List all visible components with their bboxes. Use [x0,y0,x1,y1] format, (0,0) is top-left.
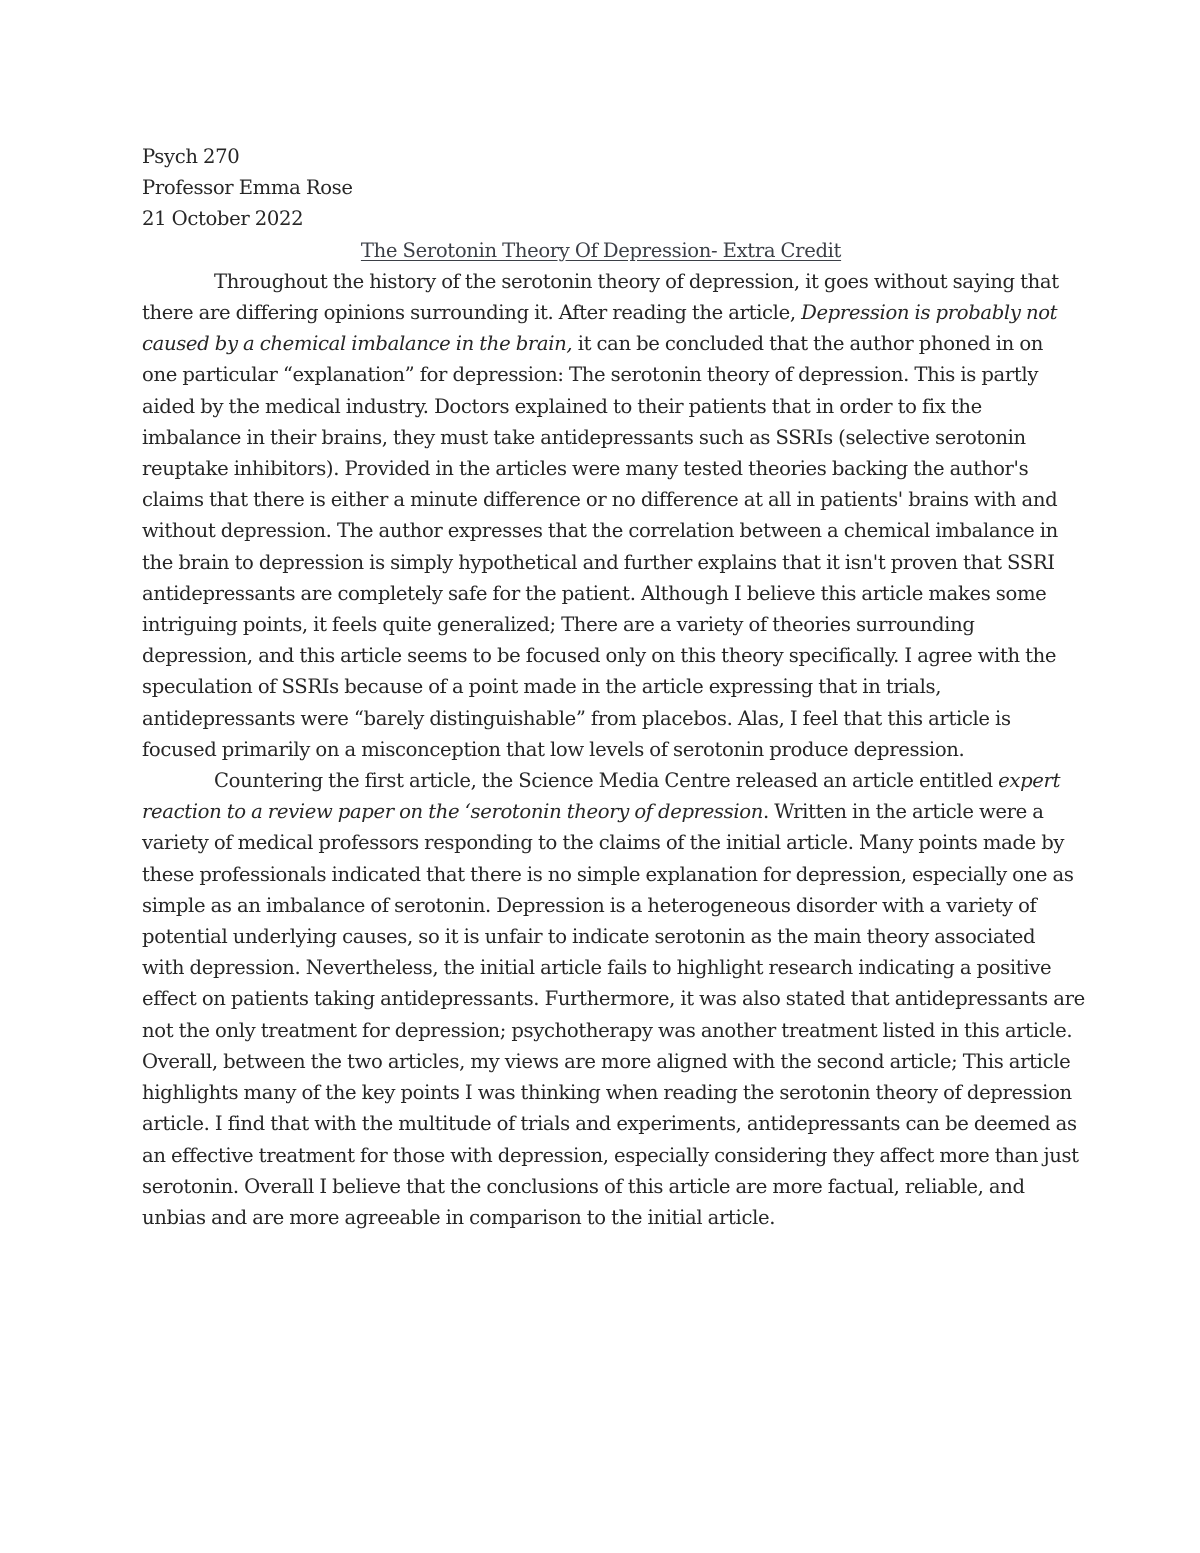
text-segment: intriguing points, it feels quite generalized; There are a variety of theories surrounding [142,613,975,637]
text-segment: antidepressants are completely safe for the patient. Although I believe this article makes some [142,581,1047,605]
body-line [142,859,1074,890]
body-line [142,1171,1060,1202]
body-line [142,671,1060,702]
italic-text-segment: reaction to a review paper on the ‘serotonin theory of depression [142,800,763,824]
body-line [142,983,1085,1014]
body-line [142,1140,1079,1171]
body-line [142,827,1065,858]
body-line [142,484,1060,515]
body-line [142,890,1060,921]
body-line [142,1202,1060,1233]
body-line [142,640,1060,671]
body-line [142,703,1060,734]
body-line [142,515,1060,546]
text-segment: speculation of SSRIs because of a point made in the article expressing that in trials, [142,675,942,699]
document-title: The Serotonin Theory Of Depression- Extra Credit [360,238,842,262]
text-segment: reuptake inhibitors). Provided in the articles were many tested theories backing the author's [142,457,1029,481]
text-segment: focused primarily on a misconception that low levels of serotonin produce depression. [142,737,965,761]
body-line [142,609,1060,640]
course-line: Psych 270 [142,145,240,168]
body-line [142,734,1060,765]
document-content [142,141,1085,1233]
body-line [142,921,1060,952]
body-line [142,266,1060,297]
text-segment: effect on patients taking antidepressants. Furthermore, it was also stated that antidepressants are [142,987,1085,1011]
date-line: 21 October 2022 [142,207,304,231]
italic-text-segment: expert [998,769,1061,793]
text-segment: the brain to depression is simply hypothetical and further explains that it isn't proven that SSRI [142,550,1055,574]
text-segment: these professionals indicated that there is no simple explanation for depression, especially one as [142,862,1074,886]
text-segment: article. I find that with the multitude of trials and experiments, antidepressants can be deemed as [142,1112,1077,1136]
text-segment: claims that there is either a minute difference or no difference at all in patients' brains with and [142,488,1058,512]
body-line [142,453,1060,484]
text-segment: there are differing opinions surrounding it. After reading the article, [142,301,802,325]
body-line [142,1077,1072,1108]
text-segment: imbalance in their brains, they must take antidepressants such as SSRIs (selective serotonin [142,425,1026,449]
body-line [142,578,1060,609]
body-line [142,391,1060,422]
text-segment: potential underlying causes, so it is unfair to indicate serotonin as the main theory associated [142,925,1036,949]
italic-text-segment: caused by a chemical imbalance in the brain, [142,332,573,356]
text-segment: simple as an imbalance of serotonin. Depression is a heterogeneous disorder with a variety of [142,893,1037,917]
professor-line: Professor Emma Rose [142,176,353,200]
text-segment: highlights many of the key points I was thinking when reading the serotonin theory of depression [142,1081,1072,1105]
text-segment: . Written in the article were a [762,800,1044,824]
document-body [142,266,1085,1233]
body-line [142,796,1060,827]
text-segment: it can be concluded that the author phoned in on [572,332,1044,356]
text-segment: serotonin. Overall I believe that the conclusions of this article are more factual, reliable, and [142,1174,1025,1198]
text-segment: aided by the medical industry. Doctors explained to their patients that in order to fix the [142,394,982,418]
text-segment: Countering the first article, the Science Media Centre released an article entitled [214,769,999,793]
body-line [142,359,1060,390]
body-line [142,1108,1077,1139]
italic-text-segment: Depression is probably not [801,301,1058,325]
text-segment: variety of medical professors responding to the claims of the initial article. Many points made by [142,831,1065,855]
text-segment: with depression. Nevertheless, the initial article fails to highlight research indicating a positive [142,956,1052,980]
body-line [142,422,1060,453]
body-line [142,1046,1071,1077]
text-segment: not the only treatment for depression; psychotherapy was another treatment listed in this article. [142,1018,1073,1042]
body-line [142,952,1060,983]
body-line [142,297,1060,328]
body-line [142,1015,1073,1046]
body-line [142,765,1060,796]
text-segment: one particular “explanation” for depression: The serotonin theory of depression. This is partly [142,363,1039,387]
text-segment: depression, and this article seems to be focused only on this theory specifically. I agree with the [142,644,1057,668]
text-segment: antidepressants were “barely distinguishable” from placebos. Alas, I feel that this article is [142,706,1011,730]
text-segment: an effective treatment for those with depression, especially considering they affect more than just [142,1143,1079,1167]
text-segment: Throughout the history of the serotonin theory of depression, it goes without saying that [214,269,1059,293]
text-segment: without depression. The author expresses that the correlation between a chemical imbalance in [142,519,1058,543]
text-segment: unbias and are more agreeable in comparison to the initial article. [142,1205,776,1229]
body-line [142,328,1060,359]
text-segment: Overall, between the two articles, my views are more aligned with the second article; This article [142,1049,1071,1073]
body-line [142,547,1060,578]
